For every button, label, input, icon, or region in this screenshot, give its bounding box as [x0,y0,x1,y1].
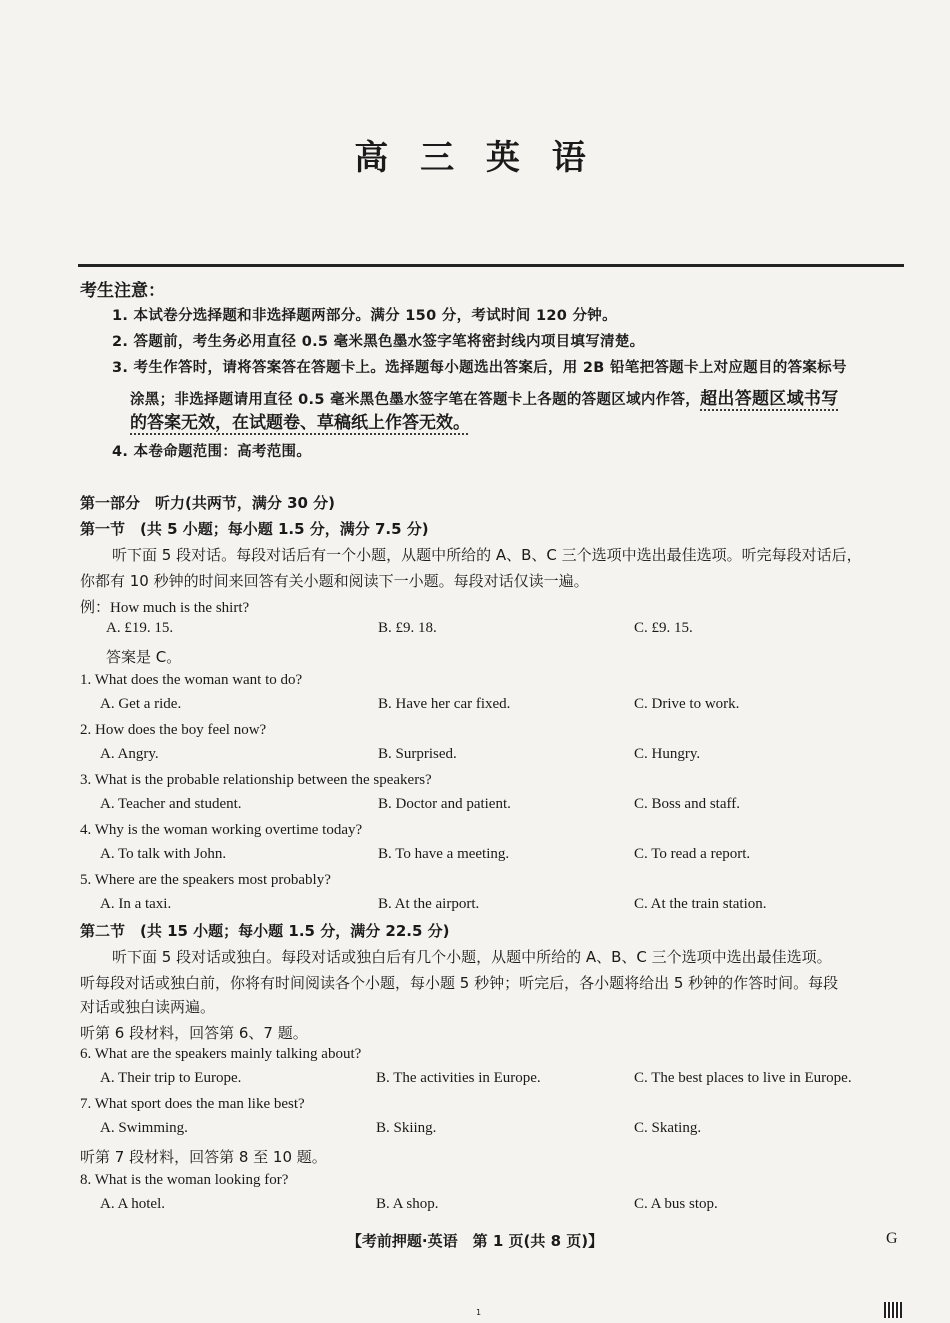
question: 1. What does the woman want to do? [80,672,303,688]
section-heading: 第二节 (共 15 小题；每小题 1.5 分，满分 22.5 分) [80,922,450,940]
part-heading: 第一部分 听力(共两节，满分 30 分) [80,494,336,512]
notice-item: 4. 本卷命题范围：高考范围。 [112,444,312,460]
option-a: A. In a taxi. [100,896,172,912]
page-footer: 【考前押题·英语 第 1 页(共 8 页)】 [346,1232,604,1250]
option-c: C. Drive to work. [634,696,740,712]
version-letter: G [886,1230,898,1247]
page-title: 高 三 英 语 [354,138,596,178]
option-c: C. Boss and staff. [634,796,740,812]
option-c: C. The best places to live in Europe. [634,1070,852,1086]
option-b: B. Have her car fixed. [378,696,511,712]
notice-item: 3. 考生作答时，请将答案答在答题卡上。选择题每小题选出答案后，用 2B 铅笔把答题卡上对应题目的答案标号 [112,360,847,376]
qr-code-icon [884,1302,902,1318]
option-b: B. Doctor and patient. [378,796,511,812]
page-mark: 1 [476,1308,482,1317]
notice-item: 2. 答题前，考生务必用直径 0.5 毫米黑色墨水签字笔将密封线内项目填写清楚。 [112,334,645,350]
notice-emphasis: 的答案无效，在试题卷、草稿纸上作答无效。 [130,413,470,433]
option-c: C. A bus stop. [634,1196,718,1212]
question: 7. What sport does the man like best? [80,1096,305,1112]
option-b: B. A shop. [376,1196,439,1212]
question: 2. How does the boy feel now? [80,722,267,738]
notice-text: 涂黑；非选择题请用直径 0.5 毫米黑色墨水签字笔在答题卡上各题的答题区域内作答， [130,392,701,408]
option-a: A. Their trip to Europe. [100,1070,242,1086]
option-b: B. Surprised. [378,746,457,762]
option-b: B. Skiing. [376,1120,437,1136]
instruction: 听下面 5 段对话或独白。每段对话或独白后有几个小题，从题中所给的 A、B、C 三个选项中选出最佳选项。 [112,948,832,966]
option-c: C. At the train station. [634,896,767,912]
question: 3. What is the probable relationship between the speakers? [80,772,432,788]
option-b: B. The activities in Europe. [376,1070,541,1086]
example-question: 例：How much is the shirt? [80,600,250,616]
notice-emphasis: 超出答题区域书写 [700,389,839,409]
option-a: A. Angry. [100,746,159,762]
notice-item: 1. 本试卷分选择题和非选择题两部分。满分 150 分，考试时间 120 分钟。 [112,308,617,324]
notice-heading: 考生注意： [80,281,165,301]
option-a: A. £19. 15. [106,620,174,636]
notice-item [130,384,839,409]
question: 6. What are the speakers mainly talking about? [80,1046,362,1062]
material-note: 听第 7 段材料，回答第 8 至 10 题。 [80,1148,327,1166]
example-answer: 答案是 C。 [106,648,182,666]
material-note: 听第 6 段材料，回答第 6、7 题。 [80,1024,308,1042]
option-b: B. At the airport. [378,896,480,912]
option-c: C. Skating. [634,1120,702,1136]
instruction: 听每段对话或独白前，你将有时间阅读各个小题，每小题 5 秒钟；听完后，各小题将给出 5 秒钟的作答时间。每段 [80,974,839,992]
divider [78,264,904,267]
instruction: 听下面 5 段对话。每段对话后有一个小题，从题中所给的 A、B、C 三个选项中选出最佳选项。听完每段对话后， [112,546,862,564]
question: 8. What is the woman looking for? [80,1172,289,1188]
option-a: A. A hotel. [100,1196,166,1212]
option-c: C. To read a report. [634,846,751,862]
option-c: C. Hungry. [634,746,701,762]
option-c: C. £9. 15. [634,620,693,636]
option-a: A. Teacher and student. [100,796,242,812]
option-b: B. £9. 18. [378,620,437,636]
option-a: A. Swimming. [100,1120,188,1136]
option-b: B. To have a meeting. [378,846,510,862]
question: 4. Why is the woman working overtime today? [80,822,363,838]
instruction: 对话或独白读两遍。 [80,998,216,1016]
question: 5. Where are the speakers most probably? [80,872,331,888]
option-a: A. Get a ride. [100,696,182,712]
instruction: 你都有 10 秒钟的时间来回答有关小题和阅读下一小题。每段对话仅读一遍。 [80,572,589,590]
option-a: A. To talk with John. [100,846,227,862]
section-heading: 第一节 (共 5 小题；每小题 1.5 分，满分 7.5 分) [80,520,429,538]
